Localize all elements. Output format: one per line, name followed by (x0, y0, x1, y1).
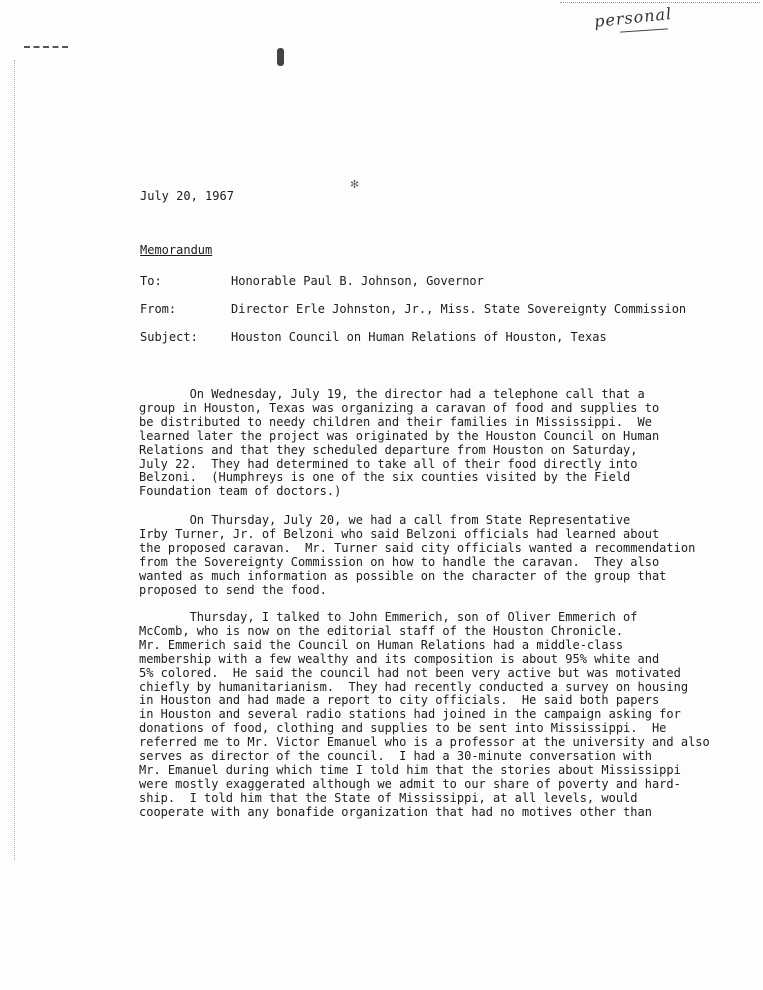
body-line: from the Sovereignty Commission on how to handle the caravan. They also (139, 554, 660, 569)
scan-artifact-dots (560, 2, 760, 3)
body-line: the proposed caravan. Mr. Turner said city officials wanted a recommendation (139, 540, 696, 555)
body-line: serves as director of the council. I had a 30-minute conversation with (139, 749, 652, 764)
body-line: in Houston and several radio stations had joined in the campaign asking for (139, 707, 681, 722)
subject-value: Houston Council on Human Relations of Houston, Texas (231, 330, 607, 344)
body-line: Irby Turner, Jr. of Belzoni who said Belzoni officials had learned about (139, 526, 660, 541)
handwritten-underline (620, 28, 668, 32)
body-line: Mr. Emanuel during which time I told him that the stories about Mississippi (139, 762, 681, 777)
star-mark-icon: ✻ (350, 178, 360, 191)
body-line: were mostly exaggerated although we admit to our share of poverty and hard- (139, 776, 681, 791)
body-line: Mr. Emmerich said the Council on Human Relations had a middle-class (139, 637, 624, 652)
body-line: donations of food, clothing and supplies to be sent into Mississippi. He (139, 721, 667, 736)
subject-label: Subject: (140, 330, 198, 344)
body-line: On Wednesday, July 19, the director had a telephone call that a (139, 387, 645, 401)
body-line: in Houston and had made a report to city officials. He said both papers (139, 693, 660, 708)
body-line: wanted as much information as possible on the character of the group that (139, 568, 667, 583)
margin-marks (14, 60, 17, 860)
body-line: Relations and that they scheduled departure from Houston on Saturday, (139, 442, 638, 457)
body-line: Belzoni. (Humphreys is one of the six counties visited by the Field (139, 470, 631, 485)
body-line: membership with a few wealthy and its composition is about 95% white and (139, 651, 660, 666)
body-line: chiefly by humanitarianism. They had recently conducted a survey on housing (139, 679, 689, 694)
to-label: To: (140, 274, 162, 288)
corner-mark (24, 46, 68, 48)
body-line: McComb, who is now on the editorial staff of the Houston Chronicle. (139, 623, 624, 638)
body-line: Thursday, I talked to John Emmerich, son of Oliver Emmerich of (139, 610, 638, 624)
body-paragraph-2 (139, 514, 699, 597)
body-line: cooperate with any bonafide organization that had no motives other than (139, 804, 652, 819)
body-line: learned later the project was originated by the Houston Council on Human (139, 428, 660, 443)
from-value: Director Erle Johnston, Jr., Miss. State Sovereignty Commission (231, 302, 687, 316)
body-line: On Thursday, July 20, we had a call from State Representative (139, 513, 631, 527)
body-line: Foundation team of doctors.) (139, 484, 342, 499)
to-value: Honorable Paul B. Johnson, Governor (231, 274, 484, 288)
body-line: group in Houston, Texas was organizing a caravan of food and supplies to (139, 400, 660, 415)
punch-mark (277, 48, 284, 66)
memo-type-label: Memorandum (140, 243, 213, 257)
body-line: be distributed to needy children and their families in Mississippi. We (139, 414, 652, 429)
body-line: ship. I told him that the State of Mississippi, at all levels, would (139, 790, 638, 805)
body-line: 5% colored. He said the council had not been very active but was motivated (139, 665, 681, 680)
body-line: July 22. They had determined to take all of their food directly into (139, 456, 638, 471)
memo-date: July 20, 1967 (140, 189, 234, 203)
body-paragraph-1 (139, 388, 699, 499)
body-line: proposed to send the food. (139, 582, 327, 597)
from-label: From: (140, 302, 177, 316)
body-paragraph-3 (139, 610, 710, 820)
handwritten-personal-note: personal (593, 3, 673, 32)
body-line: referred me to Mr. Victor Emanuel who is a professor at the university and also (139, 735, 710, 750)
